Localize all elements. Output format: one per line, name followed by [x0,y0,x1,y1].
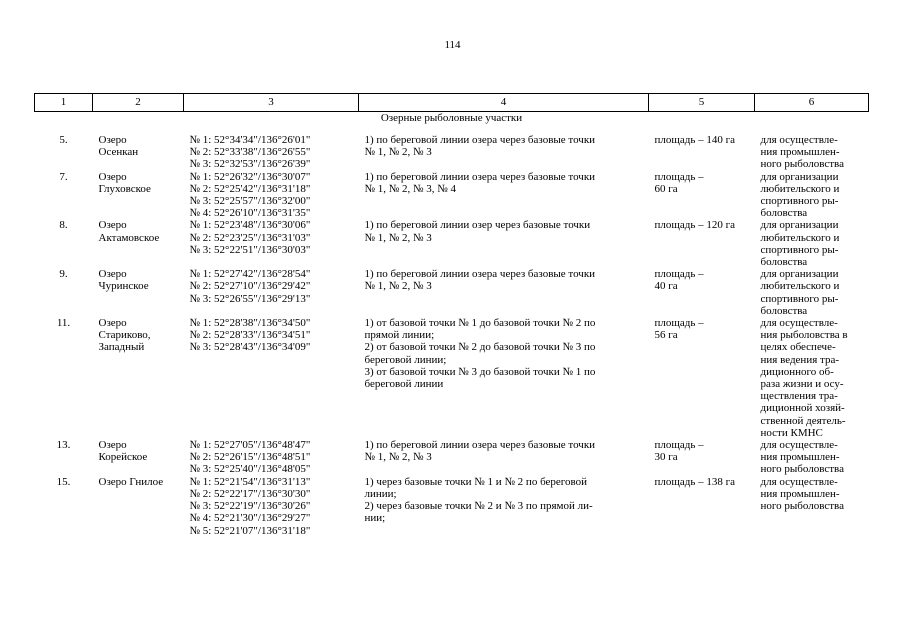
usage-purpose-line: для организации [760,170,839,183]
usage-purpose-line: ществления тра- [760,390,838,403]
base-point-coordinates-line: № 2: 52°22'17"/136°30'30" [189,487,311,500]
area-name-cell [93,134,184,171]
usage-purpose-line: для организации [760,219,839,232]
base-point-coordinates-cell [184,476,359,537]
usage-purpose-cell [755,171,869,220]
page-number: 114 [444,39,461,51]
area-name-cell [93,439,184,476]
boundary-description-line: 1) по береговой линии озер через базовые точки [364,219,591,232]
boundary-description-cell [359,219,649,268]
row-number: 9. [59,268,68,281]
area-size-cell [649,439,755,476]
table-row [35,317,869,439]
usage-purpose-line: ственной деятель- [760,414,846,427]
area-name-line: Осенкан [98,146,139,159]
usage-purpose-line: любительского и [760,231,840,244]
boundary-description-cell [359,171,649,220]
fishing-areas-table [34,93,869,537]
boundary-description-cell [359,134,649,171]
base-point-coordinates-line: № 3: 52°28'43"/136°34'09" [189,341,311,354]
usage-purpose-line: ного рыболовства [760,158,844,171]
boundary-description-line: береговой линии [364,378,444,391]
usage-purpose-line: для организации [760,268,839,281]
boundary-description-line: 1) от базовой точки № 1 до базовой точки № 2 по [364,317,596,330]
base-point-coordinates-line: № 1: 52°27'42"/136°28'54" [189,268,311,281]
base-point-coordinates-line: № 2: 52°25'42"/136°31'18" [189,182,311,195]
base-point-coordinates-line: № 4: 52°26'10"/136°31'35" [189,207,311,220]
boundary-description-line: 1) по береговой линии озера через базовые точки [364,170,596,183]
usage-purpose-line: для осуществле- [760,317,838,330]
header-col-1: 1 [35,94,93,112]
usage-purpose-line: раза жизни и осу- [760,378,844,391]
area-name-line: Озеро [98,317,127,330]
boundary-description-line: линии; [364,487,397,500]
table-row [35,171,869,220]
base-point-coordinates-line: № 2: 52°23'25"/136°31'03" [189,231,311,244]
boundary-description-line: 1) через базовые точки № 1 и № 2 по береговой [364,475,588,488]
area-name-line: Корейское [98,451,148,464]
area-size-line: 56 га [654,329,678,342]
usage-purpose-line: ния промышлен- [760,146,840,159]
row-number: 5. [59,134,68,146]
area-size-line: площадь – 120 га [654,219,735,232]
area-size-line: площадь – 138 га [654,475,735,488]
boundary-description-line: нии; [364,512,386,525]
base-point-coordinates-cell [184,317,359,439]
base-point-coordinates-line: № 3: 52°26'55"/136°29'13" [189,292,311,305]
area-name-cell [93,171,184,220]
usage-purpose-line: ности КМНС [760,426,823,439]
boundary-description-line: № 1, № 2, № 3, № 4 [364,182,456,195]
boundary-description-line: № 1, № 2, № 3 [364,146,432,159]
area-size-cell [649,476,755,537]
base-point-coordinates-line: № 1: 52°34'34"/136°26'01" [189,134,311,146]
usage-purpose-line: ния рыболовства в [760,329,848,342]
area-size-line: площадь – [654,268,704,281]
table-row [35,476,869,537]
area-size-cell [649,171,755,220]
row-number: 15. [56,475,71,488]
area-name-line: Глуховское [98,182,151,195]
area-name-line: Озеро [98,268,127,281]
usage-purpose-cell [755,476,869,537]
table-row [35,268,869,317]
header-col-2: 2 [93,94,184,112]
area-name-line: Озеро Гнилое [98,475,164,488]
usage-purpose-line: диционной хозяй- [760,402,845,415]
area-size-line: 30 га [654,451,678,464]
base-point-coordinates-cell [184,134,359,171]
header-col-3: 3 [184,94,359,112]
boundary-description-cell [359,476,649,537]
base-point-coordinates-line: № 1: 52°21'54"/136°31'13" [189,475,311,488]
base-point-coordinates-cell [184,171,359,220]
boundary-description-line: № 1, № 2, № 3 [364,280,432,293]
base-point-coordinates-line: № 2: 52°33'38"/136°26'55" [189,146,311,159]
row-number: 8. [59,219,68,232]
usage-purpose-line: любительского и [760,182,840,195]
area-size-line: площадь – [654,317,704,330]
usage-purpose-line: боловства [760,207,808,220]
area-size-cell [649,268,755,317]
usage-purpose-line: для осуществле- [760,134,838,146]
usage-purpose-line: ного рыболовства [760,463,844,476]
base-point-coordinates-line: № 2: 52°27'10"/136°29'42" [189,280,311,293]
base-point-coordinates-line: № 3: 52°22'51"/136°30'03" [189,243,311,256]
usage-purpose-line: диционного об- [760,365,834,378]
boundary-description-line: 2) от базовой точки № 2 до базовой точки № 3 по [364,341,596,354]
boundary-description-line: береговой линии; [364,353,447,366]
usage-purpose-line: ния промышлен- [760,487,840,500]
area-name-line: Озеро [98,219,127,232]
usage-purpose-line: ного рыболовства [760,500,844,513]
usage-purpose-line: для осуществле- [760,475,838,488]
usage-purpose-cell [755,317,869,439]
boundary-description-cell [359,439,649,476]
base-point-coordinates-line: № 2: 52°26'15"/136°48'51" [189,451,311,464]
boundary-description-cell [359,317,649,439]
base-point-coordinates-line: № 1: 52°26'32"/136°30'07" [189,170,311,183]
usage-purpose-line: спортивного ры- [760,195,839,208]
area-size-line: 60 га [654,182,678,195]
base-point-coordinates-line: № 3: 52°25'57"/136°32'00" [189,195,311,208]
area-name-cell [93,219,184,268]
usage-purpose-line: любительского и [760,280,840,293]
base-point-coordinates-line: № 1: 52°28'38"/136°34'50" [189,317,311,330]
area-size-cell [649,219,755,268]
header-col-5: 5 [649,94,755,112]
usage-purpose-cell [755,219,869,268]
row-number: 7. [59,170,68,183]
table-row [35,439,869,476]
boundary-description-line: 3) от базовой точки № 3 до базовой точки № 1 по [364,365,596,378]
usage-purpose-cell [755,134,869,171]
area-name-line: Озеро [98,439,127,452]
boundary-description-line: 2) через базовые точки № 2 и № 3 по прямой ли- [364,500,593,513]
area-name-line: Озеро [98,134,127,146]
usage-purpose-line: спортивного ры- [760,243,839,256]
table-row [35,219,869,268]
area-name-cell [93,268,184,317]
usage-purpose-line: для осуществле- [760,439,838,452]
base-point-coordinates-cell [184,219,359,268]
area-name-line: Актамовское [98,231,160,244]
usage-purpose-line: боловства [760,304,808,317]
area-size-cell [649,317,755,439]
boundary-description-line: № 1, № 2, № 3 [364,451,432,464]
base-point-coordinates-line: № 1: 52°27'05"/136°48'47" [189,439,311,452]
area-size-line: площадь – [654,170,704,183]
boundary-description-line: 1) по береговой линии озера через базовые точки [364,439,596,452]
area-name-cell [93,476,184,537]
area-size-line: 40 га [654,280,678,293]
boundary-description-cell [359,268,649,317]
area-name-line: Озеро [98,170,127,183]
base-point-coordinates-line: № 3: 52°32'53"/136°26'39" [189,158,311,171]
section-title: Озерные рыболовные участки [380,112,523,124]
usage-purpose-cell [755,268,869,317]
row-number: 11. [56,317,71,330]
area-name-line: Стариково, [98,329,151,342]
base-point-coordinates-line: № 3: 52°25'40"/136°48'05" [189,463,311,476]
row-number: 13. [56,439,71,452]
usage-purpose-line: боловства [760,256,808,269]
table-row [35,134,869,171]
area-name-line: Чуринское [98,280,149,293]
base-point-coordinates-line: № 2: 52°28'33"/136°34'51" [189,329,311,342]
area-size-line: площадь – [654,439,704,452]
usage-purpose-line: ния ведения тра- [760,353,839,366]
usage-purpose-line: спортивного ры- [760,292,839,305]
base-point-coordinates-cell [184,439,359,476]
base-point-coordinates-line: № 5: 52°21'07"/136°31'18" [189,524,311,537]
area-size-cell [649,134,755,171]
column-number-header-row [35,94,869,112]
base-point-coordinates-line: № 3: 52°22'19"/136°30'26" [189,500,311,513]
header-col-4: 4 [359,94,649,112]
header-col-6: 6 [755,94,869,112]
boundary-description-line: 1) по береговой линии озера через базовые точки [364,134,596,146]
area-size-line: площадь – 140 га [654,134,735,146]
area-name-cell [93,317,184,439]
base-point-coordinates-line: № 1: 52°23'48"/136°30'06" [189,219,311,232]
area-name-line: Западный [98,341,145,354]
usage-purpose-line: целях обеспече- [760,341,836,354]
section-row [35,112,869,135]
usage-purpose-cell [755,439,869,476]
boundary-description-line: № 1, № 2, № 3 [364,231,432,244]
usage-purpose-line: ния промышлен- [760,451,840,464]
boundary-description-line: 1) по береговой линии озера через базовые точки [364,268,596,281]
base-point-coordinates-line: № 4: 52°21'30"/136°29'27" [189,512,311,525]
boundary-description-line: прямой линии; [364,329,435,342]
base-point-coordinates-cell [184,268,359,317]
